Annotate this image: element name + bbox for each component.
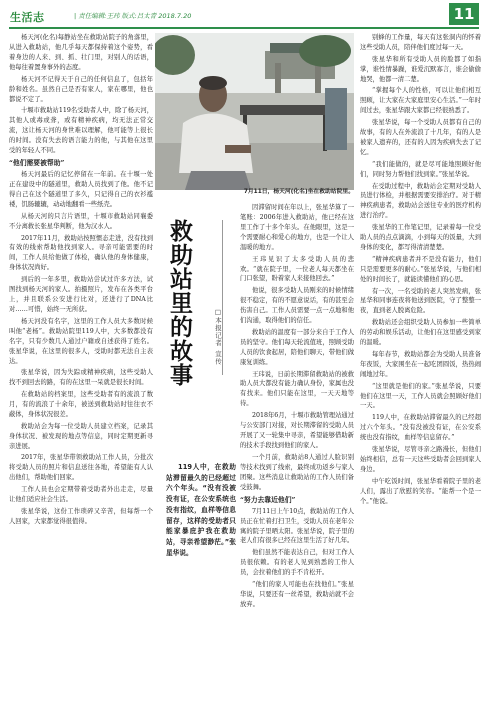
paragraph: 别蜂的工作量，每天有这张洞内的怀着这些受助人员，陪伴他们度过每一天。	[360, 34, 481, 51]
paragraph: 十堰市救助站119名受助者人中，除了杨天河，其他人或毒或聋，或有精神疾病，均无法正常交流，这让杨天河的身世难以理解，他可能等上很长的时间。没有失去的语言能力的他，与其他在这里受的年轻人不同。	[9, 107, 153, 155]
paragraph: 救助站会为每一位受助人员建立档案，记录其身体状况、被发现的地点等信息，同时定期更新寻亲进展。	[9, 422, 153, 450]
paragraph: “精神疾病患者并不是没有能力，他们只是需要更多的耐心。”张星华说，与他们相处的时间长了，就能读懂他们的心思。	[360, 255, 481, 283]
paragraph: 救助站还会组织受助人员参加一些简单的劳动和娱乐活动，让他们在这里感受到家的温暖。	[360, 319, 481, 347]
article-photo	[155, 33, 354, 190]
paragraph: 他说，很多受助人员刚来的时候情绪很不稳定，有的不愿意说话，有的甚至会伤害自己。工作人员需要一点一点地和他们沟通，取得他们的信任。	[240, 287, 354, 325]
paragraph: 王玮见识了太多受助人员的悲欢。“就在院子里，一位老人每天都坐在门口张望，盼着家人来接他回去。”	[240, 255, 354, 283]
page-number: 11	[449, 3, 479, 25]
column-right	[360, 33, 481, 697]
paragraph: 到后的一年多里，救助站尝试过许多方法，试图找到杨天河的家人。拍摄照片，发布在各类平台上，并且联系公安进行比对，还进行了DNA比对……可惜，始终一无所获。	[9, 276, 153, 313]
article-title: 救助站里的故事	[166, 219, 193, 387]
paragraph: 张星华的工作笔记里，记录着每一位受助人员的点点滴滴，小到每天的饭量，大到身体的变化，都写得清清楚楚。	[360, 224, 481, 251]
paragraph: 救助站的温度有一部分来自于工作人员的坚守。他们每天轮流值班，照顾受助人员的饮食起居，陪他们聊天，带他们做康复训练。	[240, 328, 354, 366]
paragraph: “掌握每个人的性格，可以让他们相互照顾，让大家在大家庭里安心生活。”一年时间过去，张星华跟大家都已经很熟悉了。	[360, 87, 481, 115]
paragraph: “我们能做的，就是尽可能地照顾好他们，同时努力帮他们找到家。”张星华说。	[360, 160, 481, 178]
paragraph: 杨天河最后的记忆停留在一年前。在十堰一处正在建设中的隧道里，救助人员找到了他。他不记得自己在这个隧道里了多久，只记得自己的衣衫褴褛，饥肠辘辘，动动地翻看一些纸壳。	[9, 171, 153, 208]
paragraph: 工作人员也会定期带着受助者外出走走，尽量让他们适应社会生活。	[9, 486, 153, 504]
paragraph: 杨天河没有名字，这里的工作人员大多数时候叫他“老杨”。救助站院里119人中，大多数都没有名字，只有少数几人通过户籍或自述获得了姓名。张星华说，在这里的很多人，受助时都无法自主表达。	[9, 317, 153, 365]
paragraph: 在受助过程中，救助站会定期对受助人员进行体检，并根据需要安排治疗。对于精神疾病患者，救助站会送往专业的医疗机构进行治疗。	[360, 182, 481, 220]
paragraph: 他们虽然不能表达自己，但对工作人员很依赖。有的老人见到熟悉的工作人员，会拉着他们的手不肯松开。	[240, 549, 354, 577]
paragraph: 杨天河不记得天于自己的任何信息了，包括年龄和姓名。虽然自己是否有家人，家在哪里，他也都说不定了。	[9, 75, 153, 103]
paragraph: 在救助站的档案里，这些受助者有的流浪了数月，有的流浪了十余年，被送到救助站时往往衣不蔽体，身体状况很差。	[9, 391, 153, 418]
paragraph: “他们的家人可能也在找他们。”张星华说，只要还有一丝希望，救助站就不会放弃。	[240, 580, 354, 608]
pull-quote: 119人中，在救助站滞留最久的已经超过六个年头。“没有没被没有证，在公安系统也没有指纹，血样等信息留存，这样的受助者只能家暴庇护我在救助站，寻亲希望渺茫。”张星华说。	[166, 463, 236, 557]
paragraph: 7月11日上午10点，救助站的工作人员正在忙着打扫卫生，受助人员在老年公寓的院子里晒太阳。张星华说，院子里的老人们有很多已经在这里生活了好几年。	[240, 507, 354, 545]
subheading: “努力去靠近他们”	[240, 495, 296, 504]
paragraph: 一个月前，救助站8人通过人脸识别等技术找到了线索，最终成功返乡与家人团聚。这些消息让救助站的工作人员们备受鼓舞。	[240, 453, 354, 491]
section-title: 生活志	[10, 11, 45, 24]
paragraph: 每年春节，救助站都会为受助人员准备年夜饭，大家围坐在一起吃团圆饭，热热闹闹地过年。	[360, 350, 481, 378]
paragraph: 王玮说，日前长期滞留救助站的被救助人员大都没有能力确认身份，家属也没有找来。他们只能在这里，一天天地等待。	[240, 370, 354, 408]
paragraph: 从杨天河的只言片语里，十堰市救助站同襄委不分离救长张星华判断，他为汉水人。	[9, 212, 153, 230]
elderly-man-photo	[155, 33, 354, 190]
subheading: “他们需要被帮助”	[9, 159, 65, 168]
paragraph: “这里就是他们的家。”张星华说，只要他们在这里一天，工作人员就会照顾好他们一天。	[360, 382, 481, 410]
paragraph: 张星华说，尽管寻亲之路漫长，但他们始终相信，总有一天这些受助者会回到家人身边。	[360, 445, 481, 473]
paragraph: 2018年6月，十堰市救助管理站通过与公安部门对接，对长期滞留的受助人员开展了又一轮集中寻亲，希望能够借助新的技术手段找到他们的家人。	[240, 412, 354, 449]
paragraph: 因滞留时间在年以上，张星华算了一笔账：2006年进入救助站，他已经在这里工作了十多个年头。在他眼里，这是一个需要耐心和爱心的地方，也是一个让人温暖的地方。	[240, 204, 354, 251]
paragraph: 有一次，一名受助的老人突然发病，张星华和同事连夜将他送到医院，守了整整一夜，直到老人脱离危险。	[360, 287, 481, 315]
editor-credits: | 责任编辑:王玮 版式:吕太青 2018.7.20	[74, 12, 192, 20]
paragraph: 2017年，张星华带领救助站工作人员，分批次将受助人员的照片和信息送往各地，希望能有人认出他们，帮助他们回家。	[9, 454, 153, 482]
paragraph: 中午吃饭时间，张星华看着院子里的老人们，露出了欣慰的笑容。“能帮一个是一个。”他说。	[360, 477, 481, 505]
paragraph: 张星华说，每一个受助人员都有自己的故事，有的人在外流浪了十几年，有的人是被家人遗弃的，还有的人因为疾病失去了记忆。	[360, 119, 481, 156]
page-header	[0, 0, 488, 30]
paragraph: 杨天河(化名)每静站坐在救助站院子的角落里，从进入救助站，他几乎每天都保持着这个姿势，看着身边的人来、到、抓、壮门里，对别人的话语，他每往着置身事外的态度。	[9, 34, 153, 71]
column-middle	[240, 203, 354, 697]
paragraph: 2017年11月，救助站按照惯态走进，没有找到有效的线索帮助他找到家人。寻亲可能需要的时间，工作人员给他做了体检，确认他的身体健康，身体状况尚好。	[9, 234, 153, 272]
paragraph: 张星华说，因为失踪或精神疾病，这些受助人找不到回去的路，有的在这里一呆就是很长时间。	[9, 369, 153, 387]
paragraph: 张星华和所有受助人员的脸都了如指掌，谁性情暴躁，谁爱沉默寡言，谁会偷偷地哭，他都一清二楚。	[360, 55, 481, 83]
photo-caption: 7月11日，杨天河(化名)坐在救助站院里。	[243, 189, 354, 195]
paragraph: 张星华说，这份工作琐碎又辛苦，但每帮一个人回家，大家都觉得很值得。	[9, 507, 153, 525]
header-rule	[9, 27, 479, 29]
column-left	[9, 33, 153, 697]
headline-block	[165, 215, 217, 455]
paragraph: 119人中，在救助站滞留最久的已经超过六个年头。“没有没被没有证，在公安系统也没有指纹，血样等信息留存。”	[360, 414, 481, 442]
byline: □本报记者 宣传	[214, 308, 222, 366]
